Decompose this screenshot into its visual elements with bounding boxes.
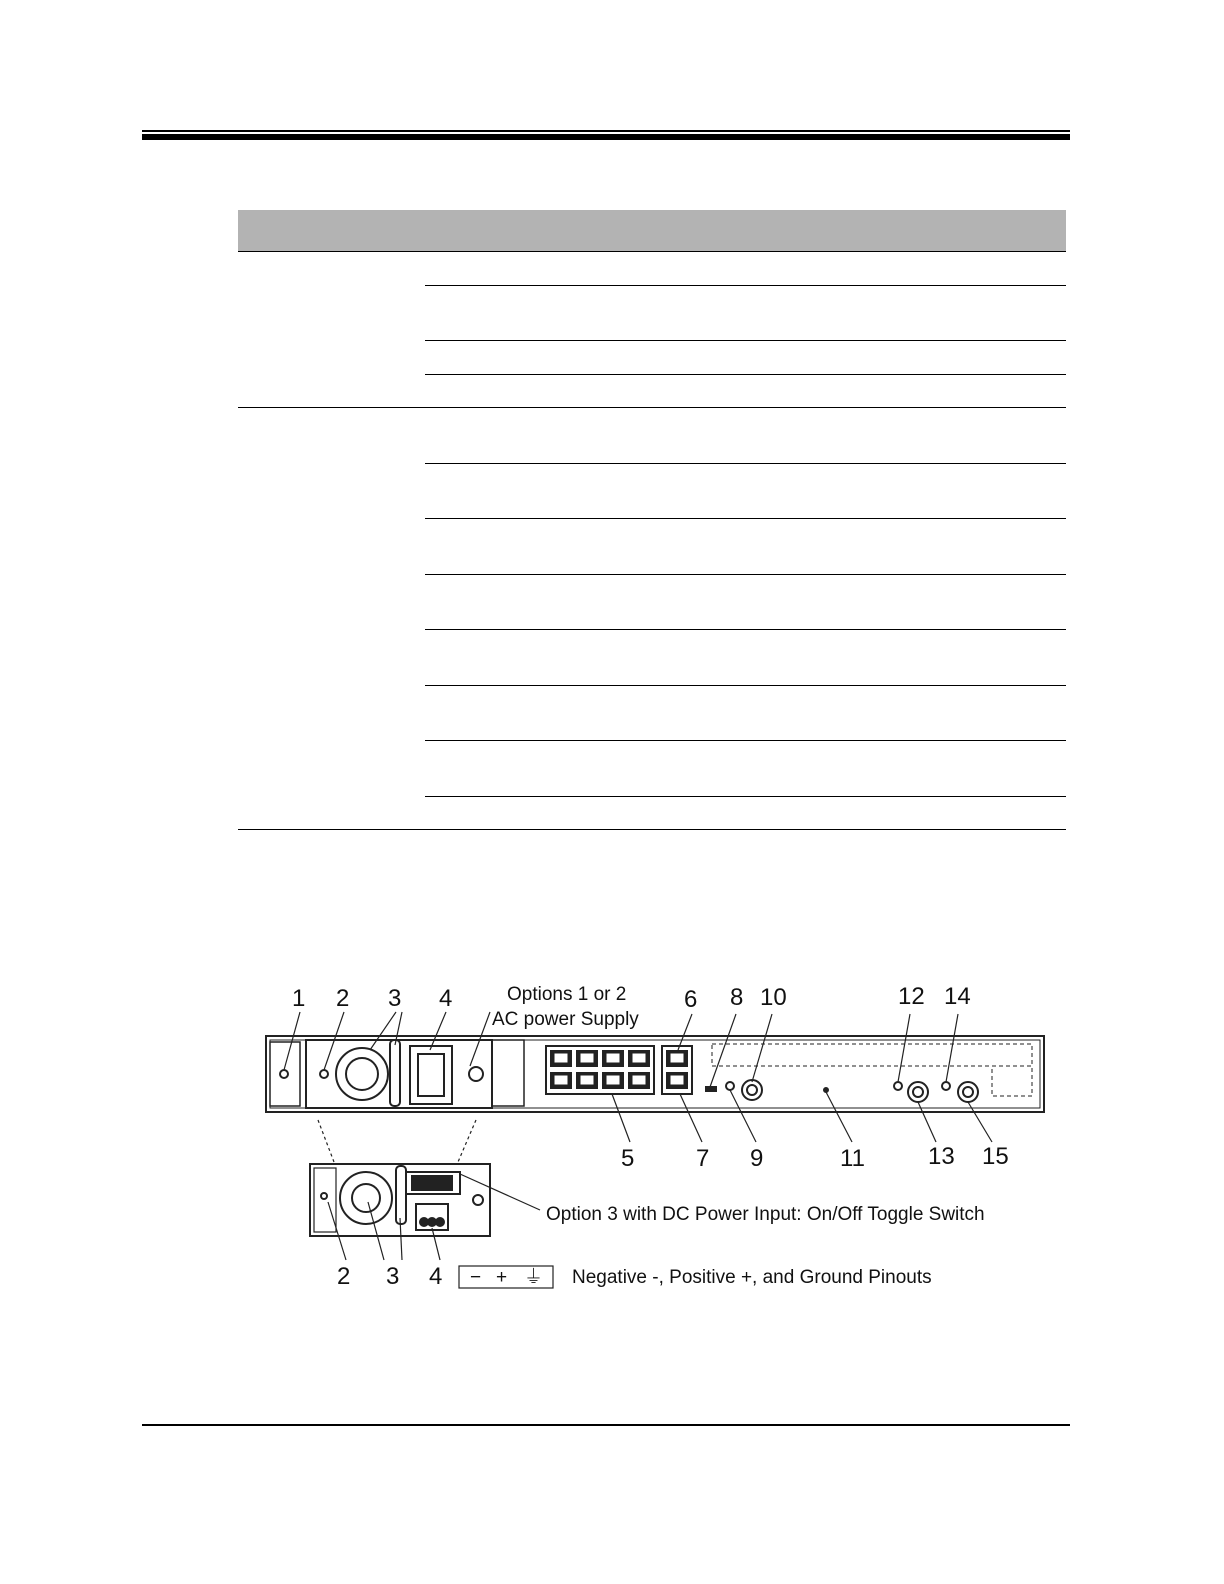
callout-1: 1 [292, 985, 306, 1012]
table-row-divider [425, 285, 1066, 286]
chassis-rear-panel [266, 1036, 1044, 1112]
pin-ground-symbol: ⏚ [524, 1267, 544, 1288]
ac-option-label-line2: AC power Supply [492, 1009, 639, 1030]
callout-5: 5 [621, 1145, 635, 1172]
callout-12: 12 [898, 983, 925, 1010]
bottom-callouts [621, 1143, 1009, 1172]
pin-positive-symbol: + [496, 1267, 508, 1288]
rear-panel-diagram [240, 970, 1060, 1300]
header-rule-thin [142, 130, 1070, 132]
table-row-divider [425, 463, 1066, 464]
table-row-divider [425, 574, 1066, 575]
table-row-divider [425, 374, 1066, 375]
table-header-row [238, 210, 1066, 252]
pinout-legend [459, 1266, 553, 1288]
table-row-divider [425, 518, 1066, 519]
inset-callouts [337, 1263, 442, 1290]
callout-2: 2 [336, 985, 350, 1012]
header-rule-thick [142, 134, 1070, 140]
rear-panel-figure [240, 970, 1060, 1300]
table-row-divider [425, 685, 1066, 686]
callout-6: 6 [684, 986, 698, 1013]
footer-rule [142, 1424, 1070, 1426]
inset-callout-2: 2 [337, 1263, 351, 1290]
table-row-divider [425, 796, 1066, 797]
pin-negative-symbol: − [470, 1267, 482, 1288]
callout-9: 9 [750, 1145, 764, 1172]
pinout-label: Negative -, Positive +, and Ground Pinouts [572, 1267, 932, 1288]
table-row-divider [425, 740, 1066, 741]
table-group-divider [238, 407, 1066, 408]
table-row-divider [425, 340, 1066, 341]
callout-13: 13 [928, 1143, 955, 1170]
ac-option-label-line1: Options 1 or 2 [507, 984, 627, 1005]
table-bottom-divider [238, 829, 1066, 830]
table-header-divider [238, 251, 1066, 252]
vent-grille [712, 1044, 1032, 1096]
callout-8: 8 [730, 984, 744, 1011]
callout-10: 10 [760, 984, 787, 1011]
callout-11: 11 [840, 1145, 865, 1172]
panel-connectors [706, 1080, 978, 1102]
callout-15: 15 [982, 1143, 1009, 1170]
callout-3: 3 [388, 985, 402, 1012]
callout-14: 14 [944, 983, 971, 1010]
inset-callout-3: 3 [386, 1263, 400, 1290]
callout-4: 4 [439, 985, 453, 1012]
callout-7: 7 [696, 1145, 710, 1172]
dc-option-label: Option 3 with DC Power Input: On/Off Toggle Switch [546, 1204, 985, 1225]
inset-callout-4: 4 [429, 1263, 443, 1290]
specification-table [238, 210, 1066, 832]
table-row-divider [425, 629, 1066, 630]
